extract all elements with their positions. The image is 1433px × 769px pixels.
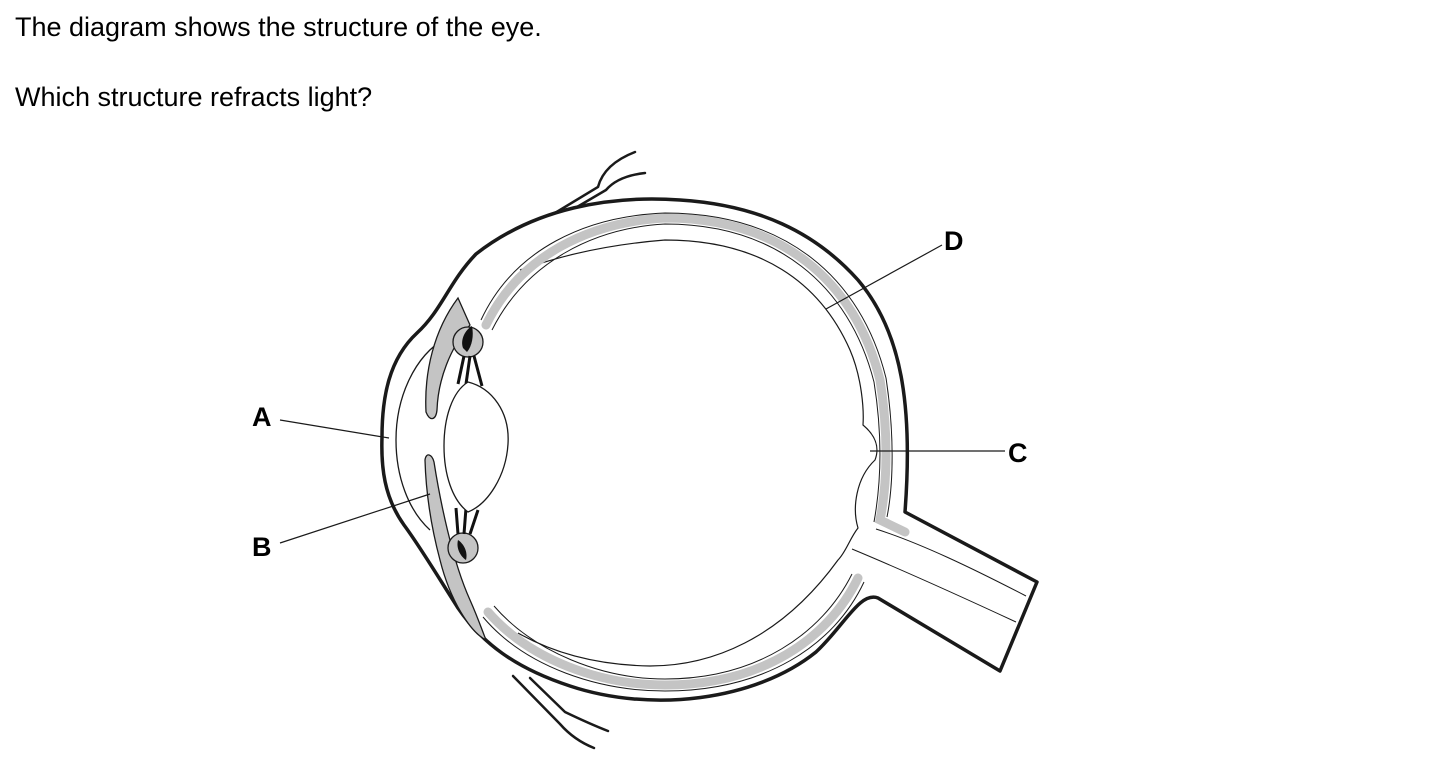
label-d: D bbox=[944, 226, 964, 256]
label-c: C bbox=[1008, 438, 1028, 468]
question-intro: The diagram shows the structure of the eye. bbox=[15, 12, 542, 42]
pointer-a bbox=[280, 420, 389, 438]
label-b: B bbox=[252, 532, 272, 562]
label-a: A bbox=[252, 402, 272, 432]
question-prompt: Which structure refracts light? bbox=[15, 82, 373, 112]
